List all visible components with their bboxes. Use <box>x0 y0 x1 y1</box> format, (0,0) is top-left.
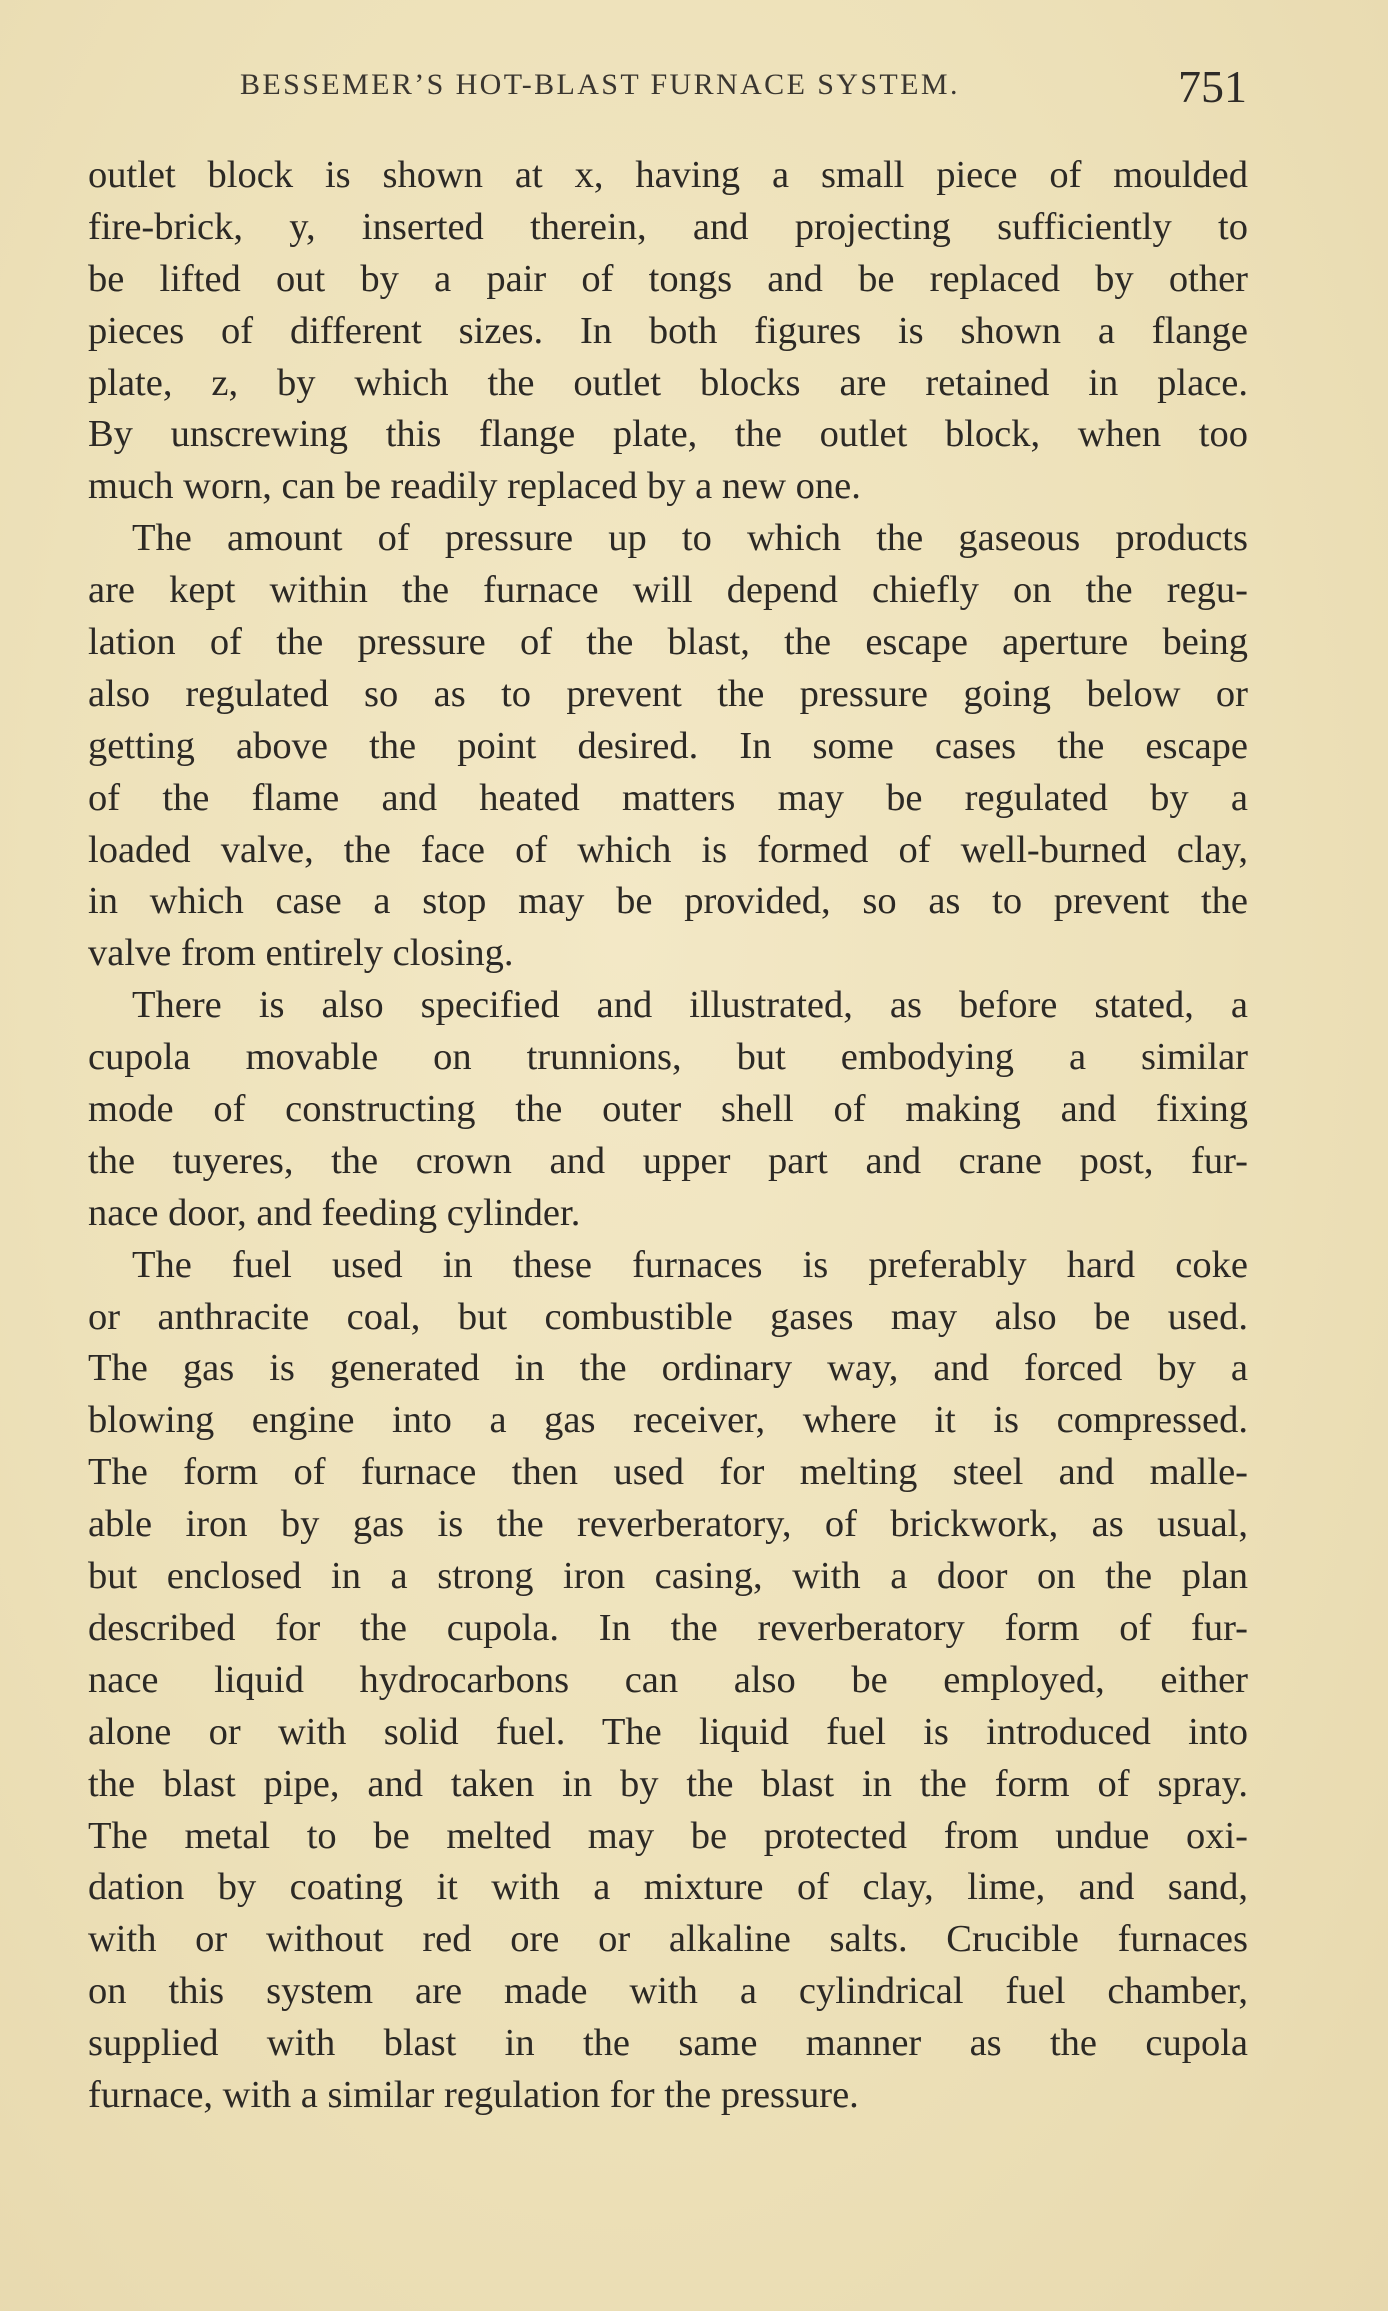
text-line: getting above the point desired. In some cases the escape <box>88 724 1248 767</box>
text-line: are kept within the furnace will depend chiefly on the regu- <box>88 569 1248 612</box>
text-line: on this system are made with a cylindrical fuel chamber, <box>88 1970 1248 2013</box>
text-line: By unscrewing this flange plate, the outlet block, when too <box>88 413 1248 456</box>
text-line: blowing engine into a gas receiver, where it is compressed. <box>88 1399 1248 1442</box>
text-line: or anthracite coal, but combustible gases may also be used. <box>88 1295 1248 1338</box>
page-number: 751 <box>1178 61 1247 112</box>
text-line: but enclosed in a strong iron casing, with a door on the plan <box>88 1555 1248 1598</box>
text-line: mode of constructing the outer shell of making and fixing <box>88 1088 1248 1131</box>
text-line: fire-brick, y, inserted therein, and projecting sufficiently to <box>88 205 1248 248</box>
body-text <box>88 150 1248 2122</box>
text-line: The amount of pressure up to which the gaseous products <box>132 517 1248 560</box>
text-line: able iron by gas is the reverberatory, of brickwork, as usual, <box>88 1503 1248 1546</box>
text-line: much worn, can be readily replaced by a new one. <box>88 465 861 508</box>
text-line: described for the cupola. In the reverberatory form of fur- <box>88 1606 1248 1649</box>
text-line: nace liquid hydrocarbons can also be employed, either <box>88 1658 1248 1701</box>
text-line: furnace, with a similar regulation for the pressure. <box>88 2073 859 2116</box>
text-line: the tuyeres, the crown and upper part and crane post, fur- <box>88 1139 1248 1182</box>
text-line: in which case a stop may be provided, so as to prevent the <box>88 880 1248 923</box>
text-line: alone or with solid fuel. The liquid fuel is introduced into <box>88 1710 1248 1753</box>
text-line: outlet block is shown at x, having a small piece of moulded <box>88 154 1248 196</box>
text-line: with or without red ore or alkaline salts. Crucible furnaces <box>88 1918 1248 1961</box>
text-line: of the flame and heated matters may be regulated by a <box>88 776 1248 819</box>
text-line: cupola movable on trunnions, but embodying a similar <box>88 1036 1248 1079</box>
text-line: There is also specified and illustrated, as before stated, a <box>132 984 1248 1027</box>
text-line: supplied with blast in the same manner as the cupola <box>88 2022 1248 2065</box>
text-line: plate, z, by which the outlet blocks are retained in place. <box>88 361 1248 404</box>
text-line: The gas is generated in the ordinary way, and forced by a <box>88 1347 1248 1390</box>
running-title: BESSEMER’S HOT-BLAST FURNACE SYSTEM. <box>240 68 960 101</box>
text-line: lation of the pressure of the blast, the escape aperture being <box>88 621 1248 664</box>
text-line: dation by coating it with a mixture of clay, lime, and sand, <box>88 1866 1248 1909</box>
text-line: be lifted out by a pair of tongs and be replaced by other <box>88 257 1248 300</box>
text-line: pieces of different sizes. In both figures is shown a flange <box>88 309 1248 352</box>
text-line: The fuel used in these furnaces is preferably hard coke <box>132 1243 1248 1286</box>
text-line: The form of furnace then used for melting steel and malle- <box>88 1451 1248 1494</box>
text-line: valve from entirely closing. <box>88 932 514 975</box>
text-line: also regulated so as to prevent the pressure going below or <box>88 672 1248 715</box>
text-line: loaded valve, the face of which is formed of well-burned clay, <box>88 828 1248 871</box>
page-header <box>0 61 1388 128</box>
text-line: the blast pipe, and taken in by the blast in the form of spray. <box>88 1762 1248 1805</box>
text-line: The metal to be melted may be protected from undue oxi- <box>88 1814 1248 1857</box>
text-line: nace door, and feeding cylinder. <box>88 1191 581 1234</box>
